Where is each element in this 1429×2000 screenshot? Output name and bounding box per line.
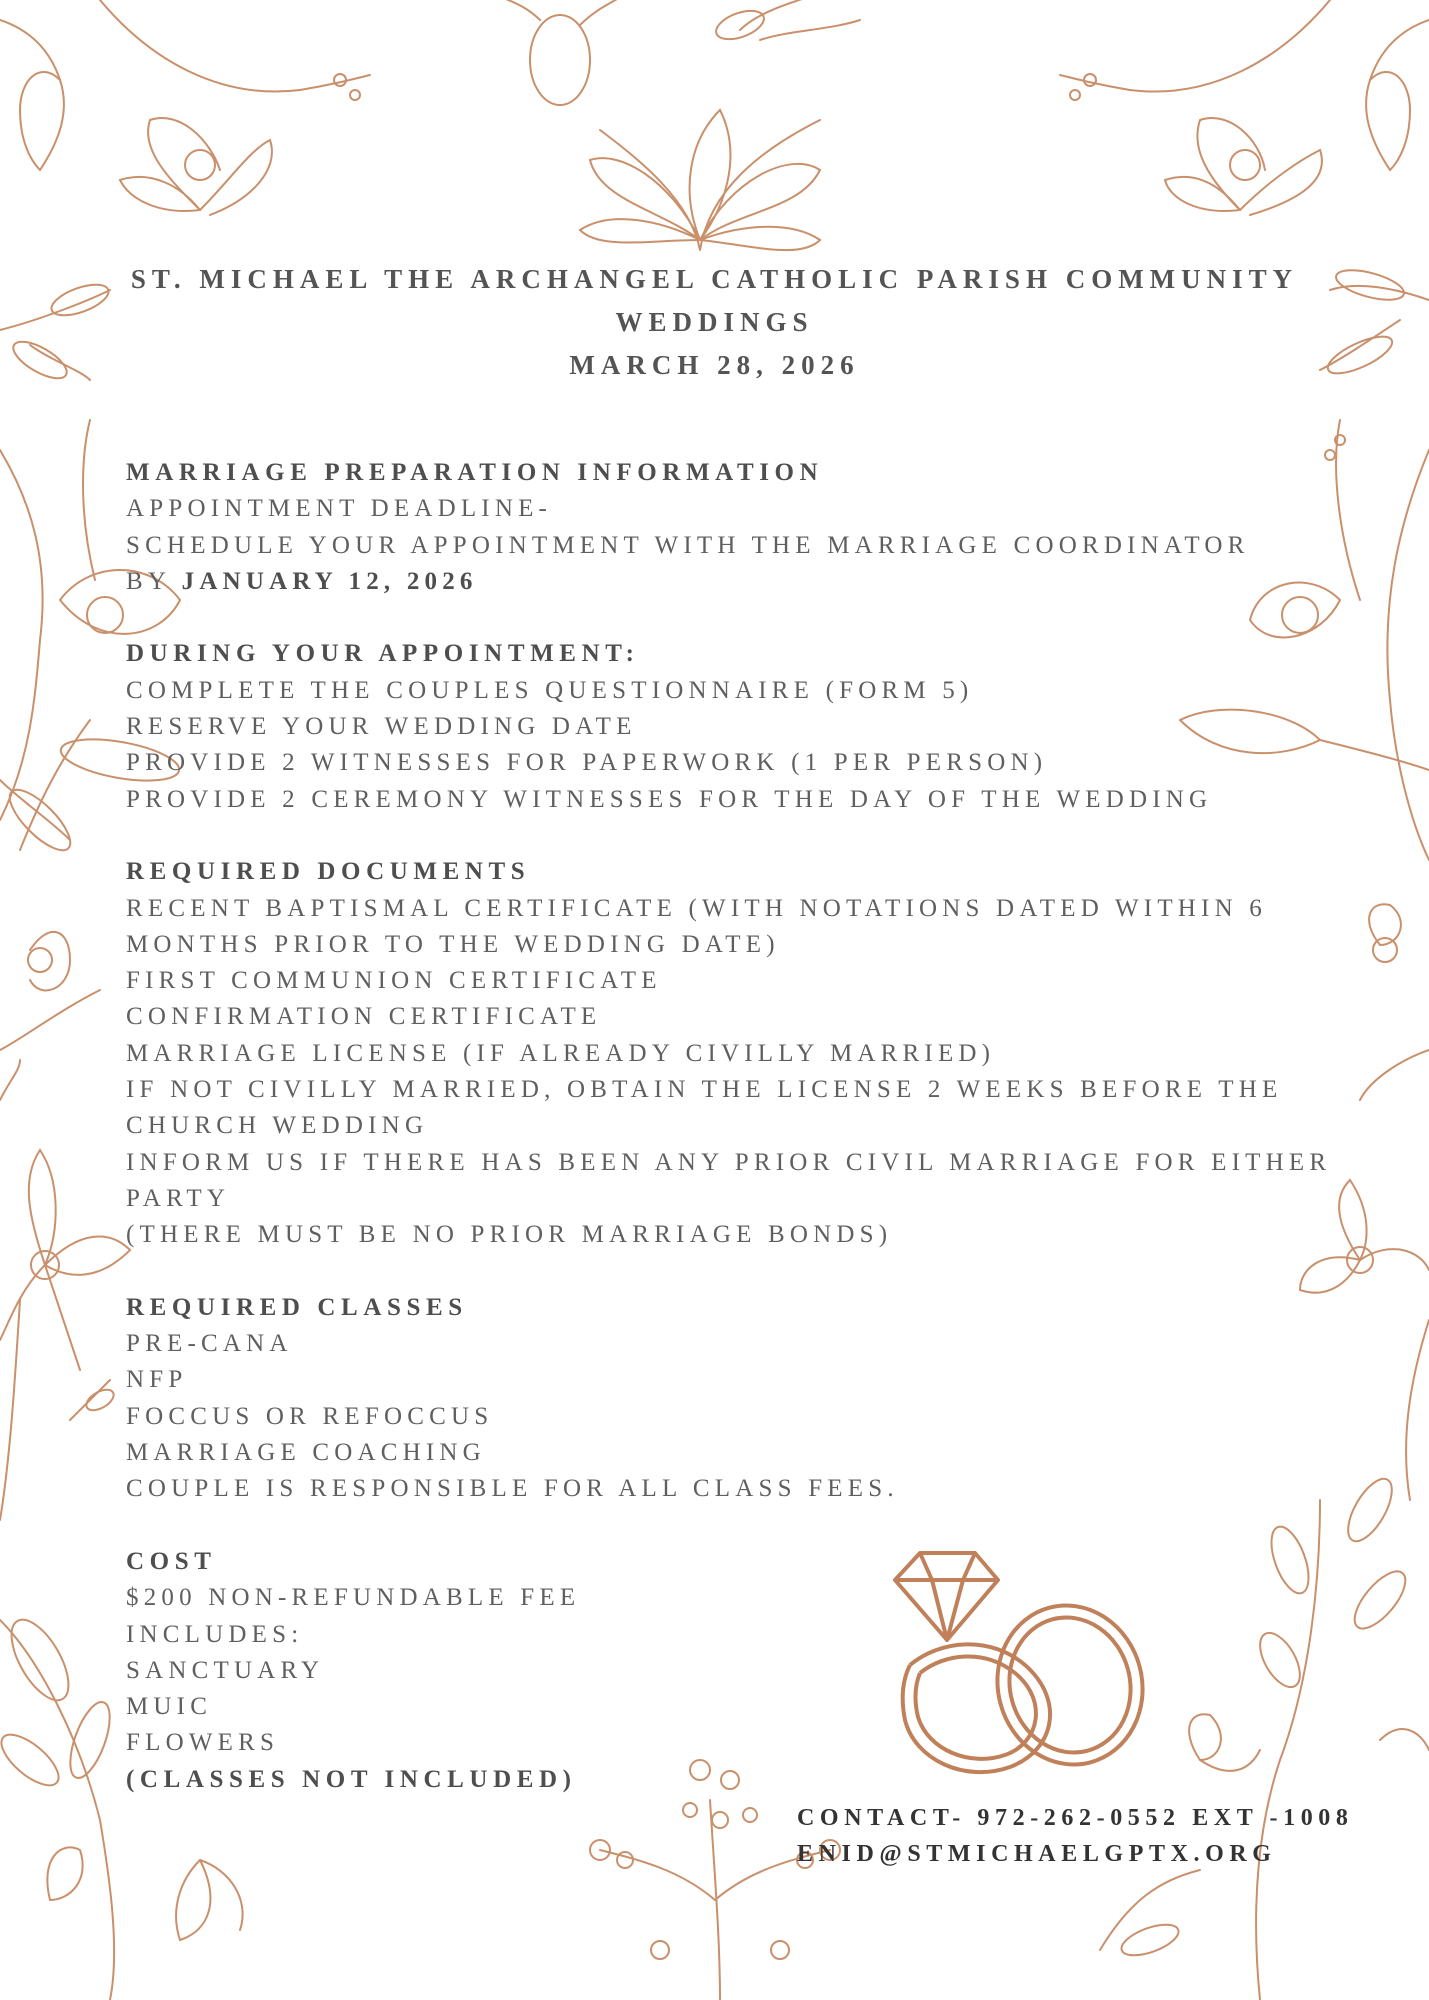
document-item: INFORM US IF THERE HAS BEEN ANY PRIOR CIVIL MARRIAGE FOR EITHER bbox=[126, 1148, 1332, 1176]
deadline-date: JANUARY 12, 2026 bbox=[181, 567, 478, 595]
document-item: FIRST COMMUNION CERTIFICATE bbox=[126, 967, 662, 995]
classes-heading: REQUIRED CLASSES bbox=[126, 1293, 468, 1321]
document-item: RECENT BAPTISMAL CERTIFICATE (WITH NOTATIONS DATED WITHIN 6 bbox=[126, 894, 1267, 922]
document-item: CHURCH WEDDING bbox=[126, 1112, 429, 1140]
document-item: PARTY bbox=[126, 1184, 231, 1212]
deadline-line bbox=[126, 564, 1356, 600]
contact-email[interactable]: ENID@STMICHAELGPTX.ORG bbox=[797, 1841, 1277, 1867]
class-item: NFP bbox=[126, 1366, 188, 1394]
document-header bbox=[0, 258, 1429, 387]
by-label: BY bbox=[126, 567, 171, 595]
appointment-item: RESERVE YOUR WEDDING DATE bbox=[126, 713, 637, 741]
appointment-heading: DURING YOUR APPOINTMENT: bbox=[126, 640, 640, 668]
class-item: COUPLE IS RESPONSIBLE FOR ALL CLASS FEES. bbox=[126, 1475, 899, 1503]
class-item: MARRIAGE COACHING bbox=[126, 1439, 486, 1467]
appointment-item: PROVIDE 2 WITNESSES FOR PAPERWORK (1 PER PERSON) bbox=[126, 749, 1048, 777]
cost-item: FLOWERS bbox=[126, 1729, 280, 1757]
cost-item: $200 NON-REFUNDABLE FEE bbox=[126, 1584, 581, 1612]
document-item: MONTHS PRIOR TO THE WEDDING DATE) bbox=[126, 930, 780, 958]
appointment-item: PROVIDE 2 CEREMONY WITNESSES FOR THE DAY OF THE WEDDING bbox=[126, 785, 1213, 813]
cost-heading: COST bbox=[126, 1547, 217, 1575]
class-item: PRE-CANA bbox=[126, 1330, 293, 1358]
class-item: FOCCUS OR REFOCCUS bbox=[126, 1402, 494, 1430]
document-item: CONFIRMATION CERTIFICATE bbox=[126, 1003, 602, 1031]
cost-item: SANCTUARY bbox=[126, 1656, 325, 1684]
contact-phone: CONTACT- 972-262-0552 EXT -1008 bbox=[797, 1805, 1354, 1831]
appointment-item: COMPLETE THE COUPLES QUESTIONNAIRE (FORM 5) bbox=[126, 676, 974, 704]
event-date: MARCH 28, 2026 bbox=[569, 350, 860, 380]
main-content bbox=[126, 455, 1356, 1798]
cost-item: MUIC bbox=[126, 1693, 213, 1721]
contact-block bbox=[797, 1800, 1354, 1872]
document-item: MARRIAGE LICENSE (IF ALREADY CIVILLY MARRIED) bbox=[126, 1039, 996, 1067]
documents-heading: REQUIRED DOCUMENTS bbox=[126, 858, 531, 886]
cost-note: (CLASSES NOT INCLUDED) bbox=[126, 1765, 577, 1793]
document-item: IF NOT CIVILLY MARRIED, OBTAIN THE LICENSE 2 WEEKS BEFORE THE bbox=[126, 1076, 1283, 1104]
schedule-line: SCHEDULE YOUR APPOINTMENT WITH THE MARRIAGE COORDINATOR bbox=[126, 531, 1250, 559]
prep-heading: MARRIAGE PREPARATION INFORMATION bbox=[126, 459, 824, 486]
wedding-rings-icon bbox=[880, 1545, 1170, 1780]
parish-name: ST. MICHAEL THE ARCHANGEL CATHOLIC PARISH COMMUNITY bbox=[130, 264, 1299, 294]
page-title: WEDDINGS bbox=[615, 307, 814, 337]
document-item: (THERE MUST BE NO PRIOR MARRIAGE BONDS) bbox=[126, 1221, 893, 1249]
cost-item: INCLUDES: bbox=[126, 1620, 304, 1648]
deadline-label: APPOINTMENT DEADLINE- bbox=[126, 495, 553, 523]
